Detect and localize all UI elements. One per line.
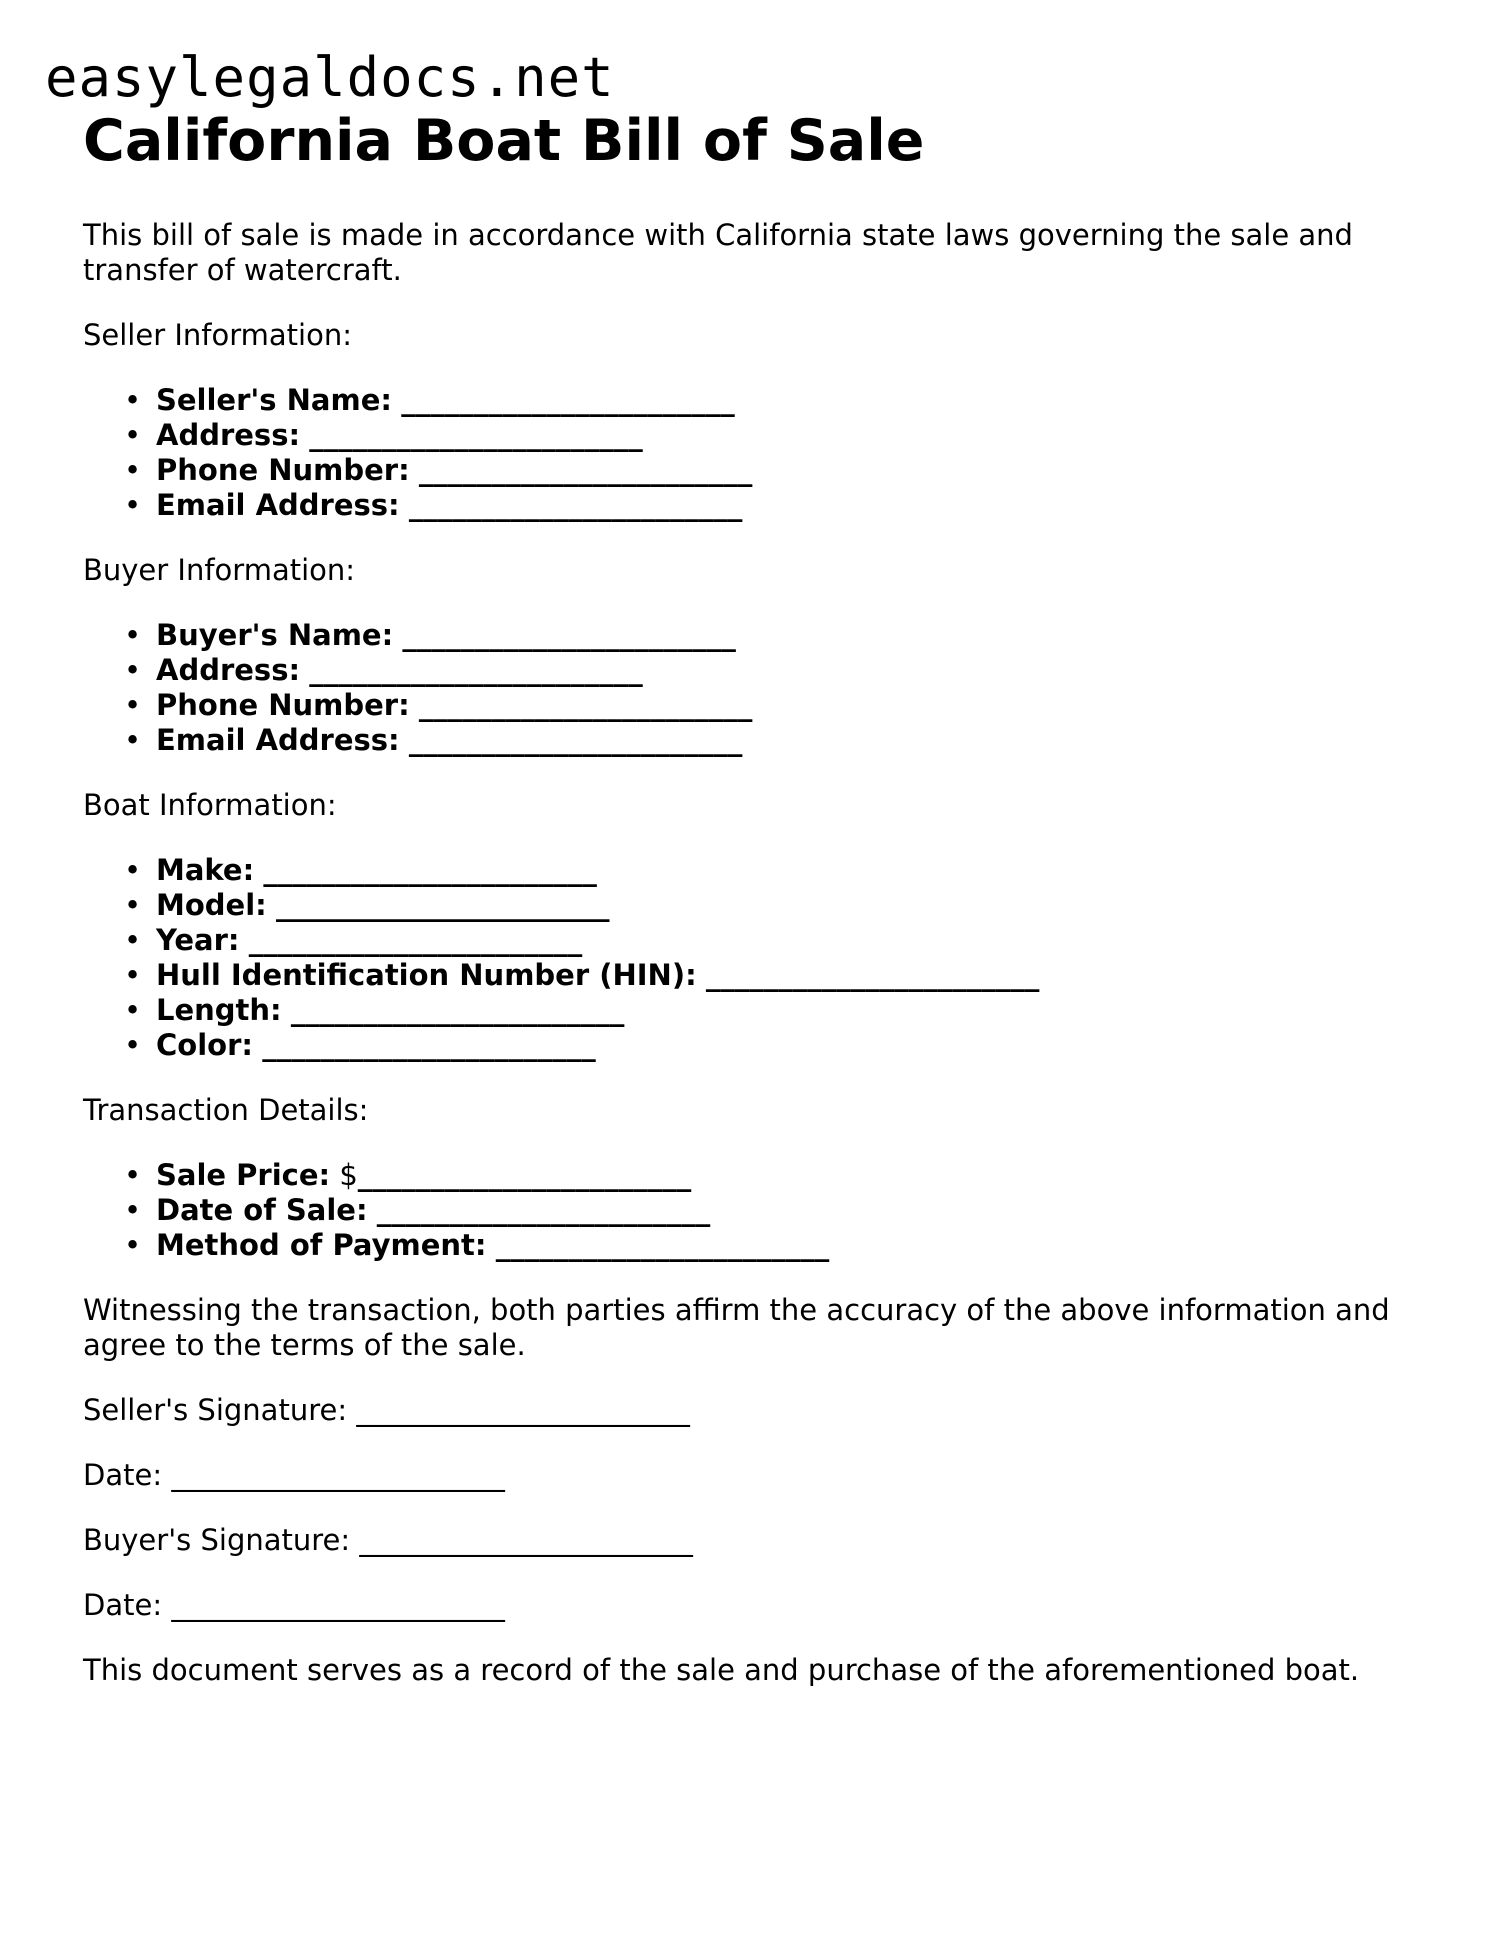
boat-make-field [156,853,1423,888]
blank-line[interactable]: _______________________ [248,923,583,957]
blank-line[interactable]: _______________________ [418,688,753,722]
payment-method-field [156,1228,1423,1263]
affirmation-paragraph: Witnessing the transaction, both parties affirm the accuracy of the above information and agree to the terms of the sale. [83,1293,1390,1362]
blank-line[interactable]: _______________________ [359,1523,693,1557]
buyer-field-list [83,618,1423,758]
blank-line[interactable]: _______________________ [263,853,597,887]
boat-hin-field [156,958,1423,993]
buyer-section-heading: Buyer Information: [83,553,356,587]
buyer-signature-line [83,1523,1423,1558]
blank-line[interactable]: _______________________ [171,1458,505,1492]
blank-line[interactable]: _______________________ [171,1588,505,1622]
seller-field-list [83,383,1423,523]
seller-address-field [156,418,1423,453]
sale-date-field [156,1193,1423,1228]
boat-model-field [156,888,1423,923]
transaction-section-heading: Transaction Details: [83,1093,369,1127]
blank-line[interactable]: _______________________ [418,453,753,487]
blank-line[interactable]: _______________________ [290,993,625,1027]
boat-length-field [156,993,1423,1028]
field-label: Phone Number: [156,453,410,487]
field-label: Email Address: [156,488,400,522]
field-label: Length: [156,993,282,1027]
field-label: Date of Sale: [156,1193,368,1227]
closing-paragraph: This document serves as a record of the sale and purchase of the aforementioned boat. [83,1653,1360,1687]
seller-email-field [156,488,1423,523]
watermark: easylegaldocs.net [45,46,615,109]
buyer-date-line [83,1588,1423,1623]
seller-section-heading: Seller Information: [83,318,352,352]
boat-section-heading: Boat Information: [83,788,337,822]
blank-line[interactable]: _______________________ [309,418,643,452]
blank-line[interactable]: _______________________ [262,1028,596,1062]
date-label: Date: [83,1458,163,1492]
boat-color-field [156,1028,1423,1063]
blank-line[interactable]: _______________________ [356,1393,690,1427]
field-label: Year: [156,923,240,957]
blank-line[interactable]: _______________________ [495,1228,830,1262]
blank-line[interactable]: _______________________ [357,1158,692,1192]
blank-line[interactable]: _______________________ [402,618,736,652]
blank-line[interactable]: _______________________ [275,888,610,922]
intro-paragraph: This bill of sale is made in accordance with California state laws governing the sale and transfer of watercraft. [83,218,1353,287]
seller-signature-line [83,1393,1423,1428]
field-label: Buyer's Name: [156,618,394,652]
field-label: Address: [156,653,301,687]
blank-line[interactable]: _______________________ [309,653,643,687]
seller-name-field [156,383,1423,418]
field-label: Model: [156,888,267,922]
field-label: Phone Number: [156,688,410,722]
buyer-email-field [156,723,1423,758]
transaction-field-list [83,1158,1423,1263]
buyer-name-field [156,618,1423,653]
boat-field-list [83,853,1423,1063]
field-label: Seller's Name: [156,383,392,417]
blank-line[interactable]: _______________________ [376,1193,711,1227]
seller-date-line [83,1458,1423,1493]
document-body [83,104,1423,1688]
document-title: California Boat Bill of Sale [83,108,925,174]
field-label: Color: [156,1028,253,1062]
field-label: Sale Price: [156,1158,331,1192]
sale-price-field [156,1158,1423,1193]
currency-symbol: $ [339,1158,358,1192]
blank-line[interactable]: _______________________ [705,958,1040,992]
field-label: Address: [156,418,301,452]
buyer-phone-field [156,688,1423,723]
field-label: Hull Identification Number (HIN): [156,958,697,992]
field-label: Method of Payment: [156,1228,487,1262]
field-label: Make: [156,853,255,887]
blank-line[interactable]: _______________________ [408,723,743,757]
blank-line[interactable]: _______________________ [401,383,735,417]
blank-line[interactable]: _______________________ [408,488,743,522]
signature-label: Buyer's Signature: [83,1523,351,1557]
seller-phone-field [156,453,1423,488]
field-label: Email Address: [156,723,400,757]
boat-year-field [156,923,1423,958]
signature-label: Seller's Signature: [83,1393,348,1427]
date-label: Date: [83,1588,163,1622]
buyer-address-field [156,653,1423,688]
